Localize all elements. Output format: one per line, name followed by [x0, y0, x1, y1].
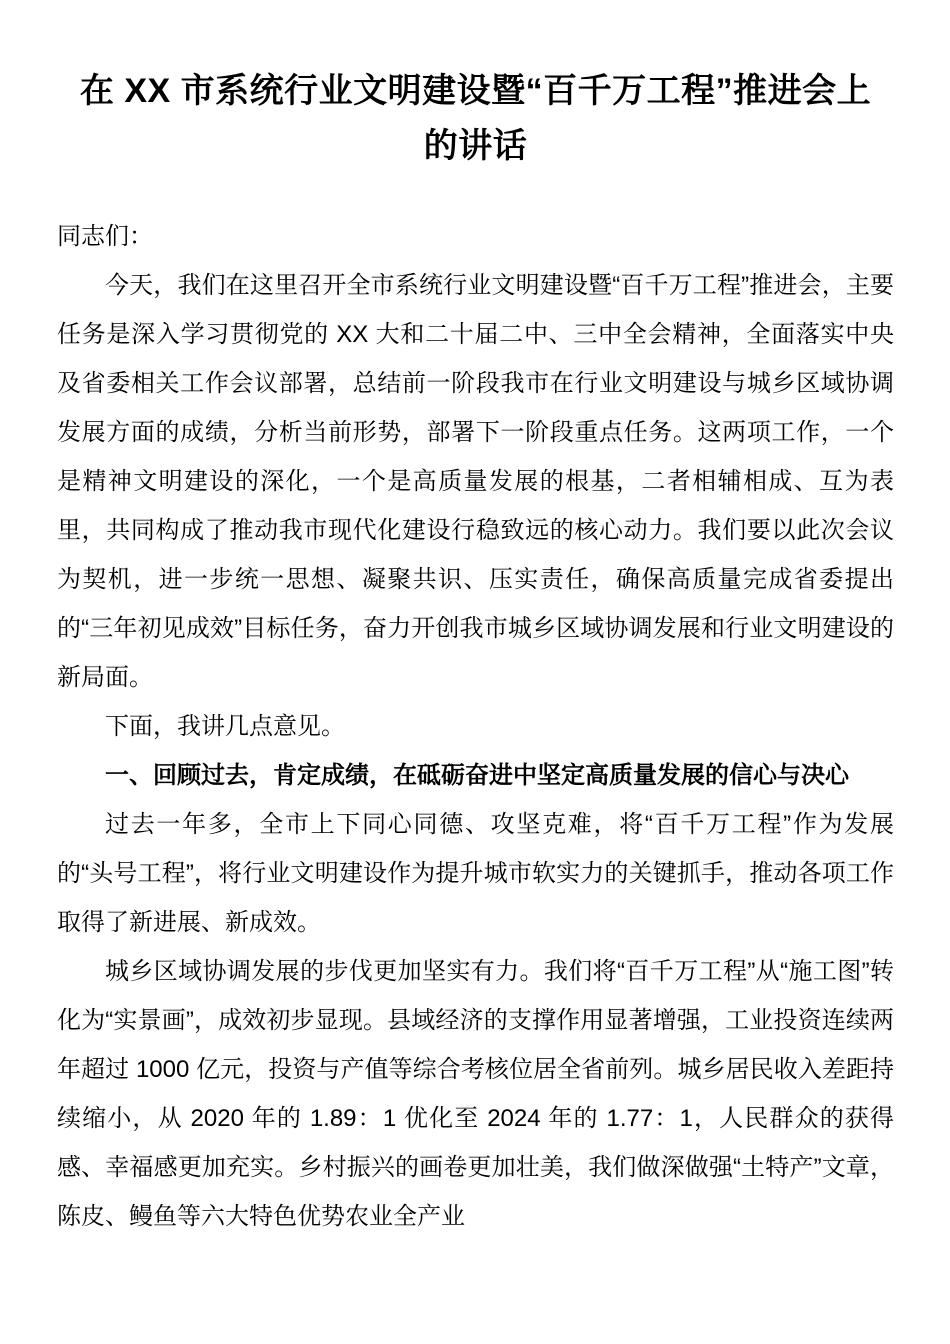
paragraph-opening: 今天，我们在这里召开全市系统行业文明建设暨“百千万工程”推进会，主要任务是深入学习贯彻党的 XX 大和二十届二中、三中全会精神，全面落实中央及省委相关工作会议部署，总结前一阶段我市在行业文明建设与城乡区域协调发展方面的成绩，分析当前形势，部署下一阶段重点任务。这两项工作，一个是精神文明建设的深化，一个是高质量发展的根基，二者相辅相成、互为表里，共同构成了推动我市现代化建设行稳致远的核心动力。我们要以此次会议为契机，进一步统一思想、凝聚共识、压实责任，确保高质量完成省委提出的“三年初见成效”目标任务，奋力开创我市城乡区域协调发展和行业文明建设的新局面。 — [57, 272, 894, 691]
paragraph-transition: 下面，我讲几点意见。 — [105, 713, 345, 740]
salutation: 同志们： — [57, 223, 153, 250]
paragraph-achievements: 城乡区域协调发展的步伐更加坚实有力。我们将“百千万工程”从“施工图”转化为“实景画”，成效初步显现。县域经济的支撑作用显著增强，工业投资连续两年超过 1000 亿元，投资与产值等综合考核位居全省前列。城乡居民收入差距持续缩小，从 2020 年的 1.89：1 优化至 2024 年的 1.77：1，人民群众的获得感、幸福感更加充实。乡村振兴的画卷更加壮美，我们做深做强“土特产”文章，陈皮、鳗鱼等六大特色优势农业全产业 — [57, 958, 894, 1230]
paragraph-review: 过去一年多，全市上下同心同德、攻坚克难，将“百千万工程”作为发展的“头号工程”，将行业文明建设作为提升城市软实力的关键抓手，推动各项工作取得了新进展、新成效。 — [57, 811, 894, 936]
document-title-line-1: 在 XX 市系统行业文明建设暨“百千万工程”推进会上 — [79, 72, 872, 110]
section-heading-1: 一、回顾过去，肯定成绩，在砥砺奋进中坚定高质量发展的信心与决心 — [105, 762, 849, 789]
document-title-line-2: 的讲话 — [423, 127, 528, 165]
document-title — [57, 64, 894, 174]
